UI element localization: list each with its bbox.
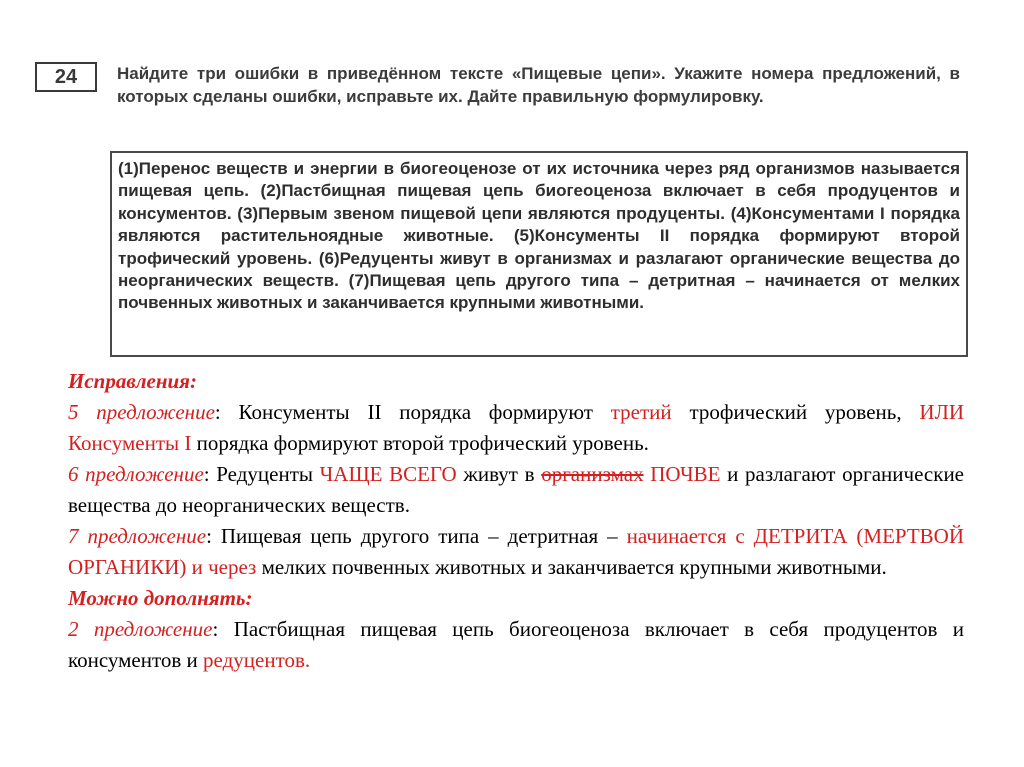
plain-text: Пастбищная пищевая цепь биогеоценоза включает в себя продуцентов и консументов и [68, 617, 964, 672]
plain-text: мелких почвенных животных и заканчивается крупными животными. [256, 555, 887, 579]
extra-heading: Можно дополнять: [68, 586, 253, 610]
sentence-label: 5 предложение [68, 400, 215, 424]
correction-highlight: третий [610, 400, 672, 424]
correction-highlight: редуцентов. [203, 648, 311, 672]
sentence-label: 2 предложение [68, 617, 213, 641]
corrections-heading: Исправления: [68, 369, 197, 393]
correction-highlight: ЧАЩЕ ВСЕГО [319, 462, 457, 486]
plain-text: трофический уровень, [671, 400, 920, 424]
sentence-label: 6 предложение [68, 462, 204, 486]
struck-word: организмах [541, 462, 644, 486]
plain-text: порядка формируют второй трофический уровень. [191, 431, 649, 455]
label-colon: : [206, 524, 212, 548]
correction-sentence-5 [68, 397, 964, 459]
correction-sentence-7 [68, 521, 964, 583]
plain-text: живут в [456, 462, 542, 486]
correction-highlight: начинается с ДЕТРИТА (МЕРТВОЙ ОРГАНИКИ) и через [68, 524, 964, 579]
correction-highlight: ИЛИ Консументы I [68, 400, 964, 455]
label-colon: : [214, 400, 221, 424]
passage-text: (1)Перенос веществ и энергии в биогеоценозе от их источника через ряд организмов называется пищевая цепь. (2)Пастбищная пищевая цепь биогеоценоза включает в себя продуцентов и консументов. (3)Первым звеном пищевой цепи являются продуценты. (4)Консументами I порядка являются растительноядные животные. (5)Консументы II порядка формируют второй трофический уровень. (6)Редуценты живут в организмах и разлагают органические вещества до неорганических веществ. (7)Пищевая цепь другого типа – детритная – начинается от мелких почвенных животных и заканчивается крупными животными. [118, 159, 960, 313]
corrections-section [68, 366, 964, 676]
sentence-label: 7 предложение [68, 524, 207, 548]
label-colon: : [212, 617, 219, 641]
correction-sentence-6 [68, 459, 964, 521]
task-instruction: Найдите три ошибки в приведённом тексте «Пищевые цепи». Укажите номера предложений, в которых сделаны ошибки, исправьте их. Дайте правильную формулировку. [117, 64, 960, 106]
passage-box [110, 151, 968, 357]
plain-text: Редуценты [209, 462, 320, 486]
task-number: 24 [54, 66, 78, 88]
task-number-box [35, 62, 97, 92]
addition-sentence-2 [68, 614, 964, 676]
plain-text: Консументы II порядка формируют [220, 400, 611, 424]
plain-text: Пищевая цепь другого типа – детритная – [211, 524, 627, 548]
plain-text: и разлагают органические вещества до неорганических веществ. [68, 462, 964, 517]
label-colon: : [203, 462, 210, 486]
correction-highlight: ПОЧВЕ [650, 462, 721, 486]
